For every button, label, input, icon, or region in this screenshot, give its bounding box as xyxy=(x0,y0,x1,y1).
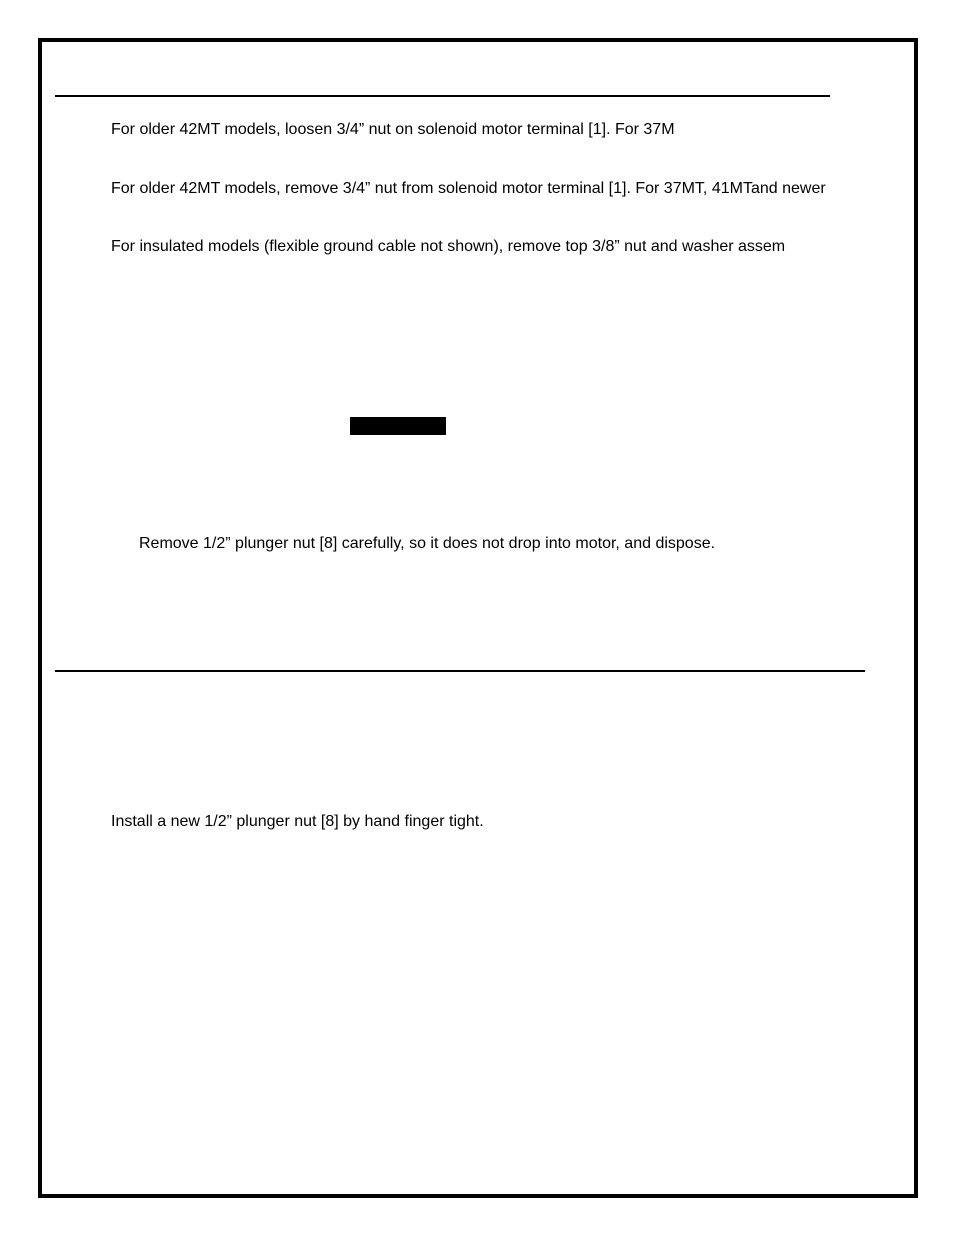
section-divider-top xyxy=(55,95,830,97)
plunger-removal-step: Remove 1/2” plunger nut [8] carefully, so it does not drop into motor, and dispose. xyxy=(139,535,716,552)
redaction-bar xyxy=(350,417,446,435)
page-border xyxy=(38,38,918,1198)
removal-step-2: For older 42MT models, remove 3/4” nut from solenoid motor terminal [1]. For 37MT, 41MTand newer xyxy=(111,180,826,197)
section-divider-middle xyxy=(55,670,865,672)
install-step: Install a new 1/2” plunger nut [8] by hand finger tight. xyxy=(111,813,484,830)
removal-step-1: For older 42MT models, loosen 3/4” nut on solenoid motor terminal [1]. For 37M xyxy=(111,121,675,138)
removal-step-3: For insulated models (flexible ground cable not shown), remove top 3/8” nut and washer assem xyxy=(111,238,786,255)
